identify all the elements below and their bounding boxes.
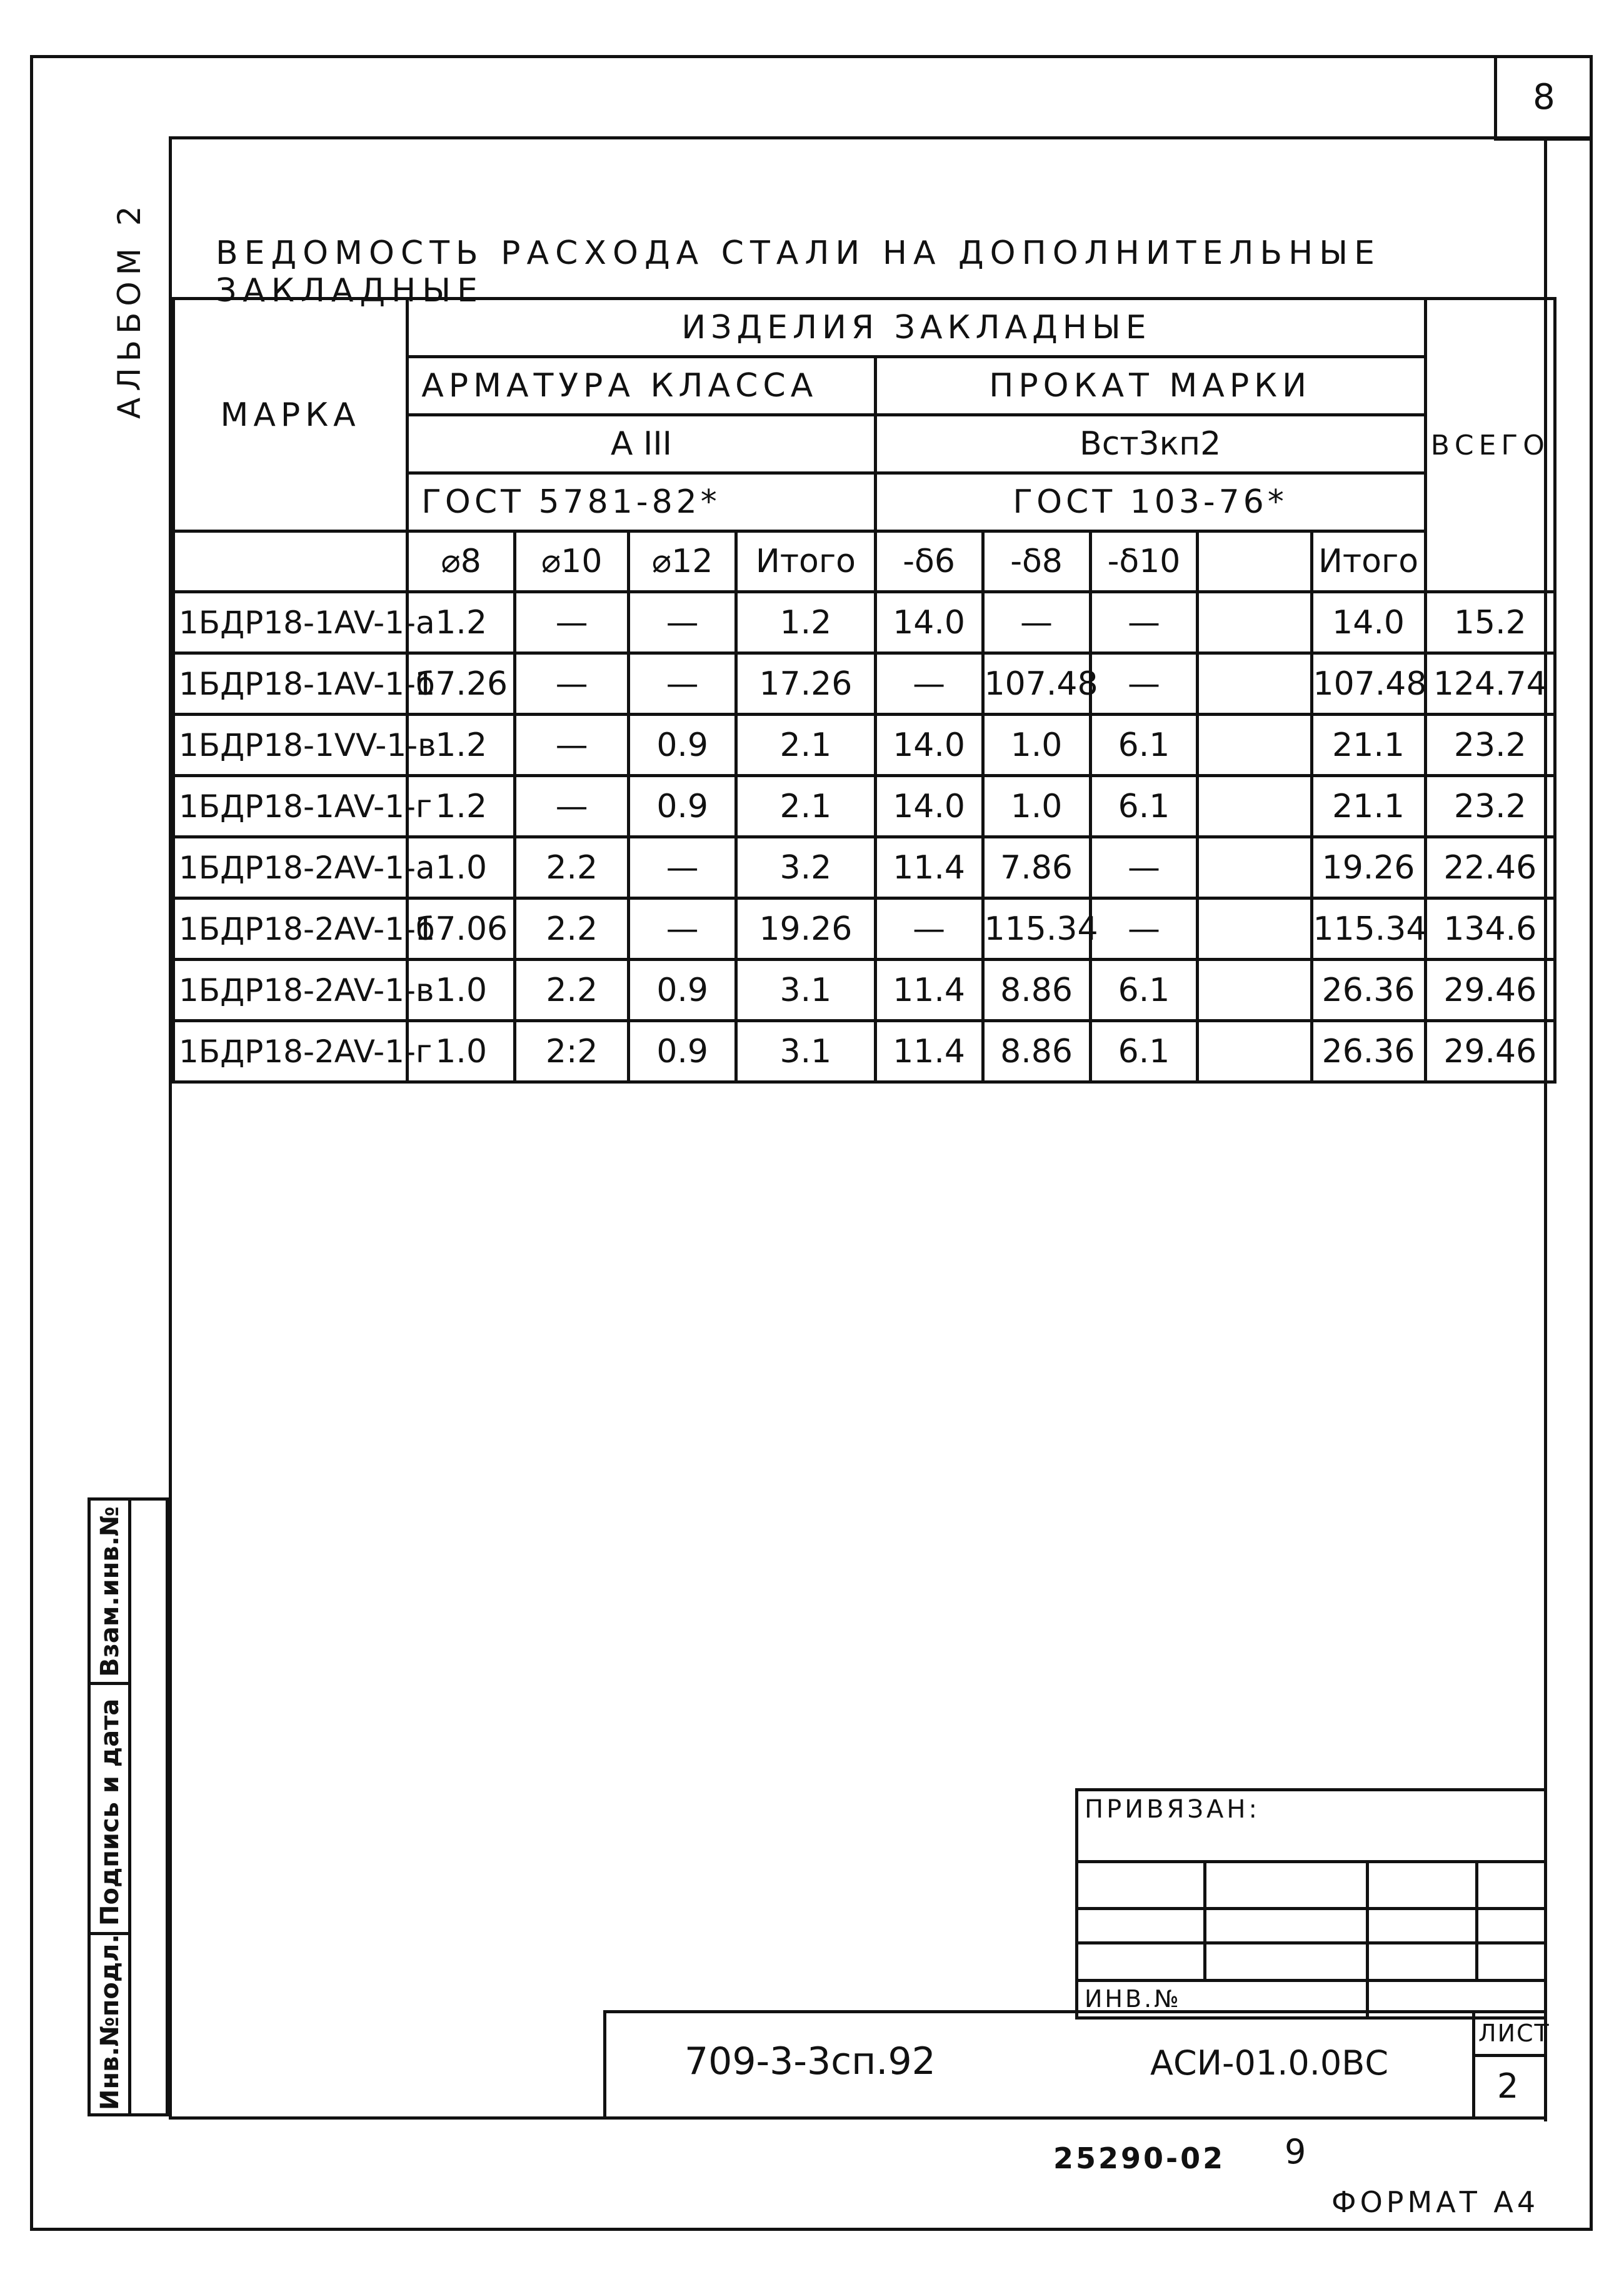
table-cell: 2:2 [515,1021,629,1082]
table-cell: — [515,715,629,776]
table-cell: — [875,653,983,715]
row-mark: 1БДР18-1AV-1-б [174,653,408,715]
table-cell: 2.2 [515,837,629,898]
table-cell: 1.0 [983,715,1090,776]
table-cell: 23.2 [1425,776,1555,837]
row-mark: 1БДР18-2AV-1-а [174,837,408,898]
column-header [1198,531,1311,592]
table-cell: 26.36 [1311,960,1425,1021]
stamp-vline-3 [1475,1860,1478,1979]
privyazan-label: ПРИВЯЗАН: [1085,1795,1260,1824]
column-header: Итого [736,531,876,592]
table-cell: 115.34 [983,898,1090,960]
row-mark: 1БДР18-2AV-1-в [174,960,408,1021]
header-mark-cont [174,531,408,592]
table-row [174,1021,1555,1082]
table-row [174,776,1555,837]
table-cell [1198,960,1311,1021]
table-cell: — [629,837,736,898]
header-rebar-gost: ГОСТ 5781-82* [408,473,875,531]
order-number: 25290-02 [1053,2141,1226,2175]
column-header: ⌀8 [408,531,515,592]
table-cell: — [515,592,629,653]
table-cell [1198,837,1311,898]
list-number: 2 [1497,2066,1519,2106]
table-cell: 14.0 [1311,592,1425,653]
row-mark: 1БДР18-2AV-1-б [174,898,408,960]
table-cell: 0.9 [629,1021,736,1082]
table-cell: 1.0 [408,837,515,898]
table-cell: 107.48 [983,653,1090,715]
header-rolled-grade: Вст3кп2 [875,415,1425,473]
table-cell: 0.9 [629,715,736,776]
column-header: ⌀12 [629,531,736,592]
table-cell: 17.26 [408,653,515,715]
stamp-vline-2 [1366,1860,1369,2020]
table-cell [1198,715,1311,776]
table-cell: 8.86 [983,960,1090,1021]
table-cell [1198,1021,1311,1082]
table-cell: 14.0 [875,592,983,653]
table-cell: — [983,592,1090,653]
column-header: Итого [1311,531,1425,592]
table-cell: 21.1 [1311,715,1425,776]
table-cell: 1.0 [408,1021,515,1082]
album-label: АЛЬБОМ 2 [111,199,148,419]
table-cell: 6.1 [1090,1021,1198,1082]
table-cell: 1.2 [408,715,515,776]
table-cell: 1.0 [983,776,1090,837]
side-podpis: Подпись и дата [96,1698,124,1926]
table-cell: 17.06 [408,898,515,960]
table-cell: — [1090,837,1198,898]
column-header: -δ10 [1090,531,1198,592]
side-vzam: Взам.инв.№ [96,1506,124,1677]
table-cell: 115.34 [1311,898,1425,960]
table-cell: 11.4 [875,837,983,898]
row-mark: 1БДР18-1AV-1-г [174,776,408,837]
table-cell: 11.4 [875,1021,983,1082]
stamp-vline-1 [1203,1860,1206,1979]
table-cell: 6.1 [1090,960,1198,1021]
table-cell: 7.86 [983,837,1090,898]
table-cell: — [629,592,736,653]
table-cell: 6.1 [1090,715,1198,776]
table-cell: 0.9 [629,776,736,837]
table-cell: 0.9 [629,960,736,1021]
table-cell: 1.2 [408,592,515,653]
table-cell: 107.48 [1311,653,1425,715]
table-cell: 2.2 [515,960,629,1021]
table-cell: 3.2 [736,837,876,898]
title-block [603,2010,1550,2120]
list-label: ЛИСТ [1478,2020,1550,2047]
steel-table [172,297,1556,1084]
side-sep-1 [91,1682,128,1685]
table-cell: — [1090,653,1198,715]
table-cell: — [875,898,983,960]
format-label: ФОРМАТ А4 [1331,2185,1540,2219]
table-cell: — [515,653,629,715]
table-cell: — [1090,592,1198,653]
table-cell: 21.1 [1311,776,1425,837]
table-cell: 19.26 [1311,837,1425,898]
table-row [174,837,1555,898]
table-cell: 11.4 [875,960,983,1021]
table-cell: 1.2 [408,776,515,837]
table-row [174,653,1555,715]
doc-code: 709-3-3сп.92 [684,2040,936,2083]
table-cell [1198,653,1311,715]
table-cell: 29.46 [1425,1021,1555,1082]
table-cell: 14.0 [875,776,983,837]
table-cell: 8.86 [983,1021,1090,1082]
header-total: ВСЕГО [1425,299,1555,592]
column-header: ⌀10 [515,531,629,592]
table-cell: 2.1 [736,776,876,837]
column-header: -δ8 [983,531,1090,592]
row-mark: 1БДР18-2AV-1-г [174,1021,408,1082]
table-cell: 15.2 [1425,592,1555,653]
table-cell: 6.1 [1090,776,1198,837]
side-inv-podl: Инв.№подл. [96,1934,124,2110]
side-approval-box [88,1497,169,2116]
table-cell: 23.2 [1425,715,1555,776]
table-cell [1198,592,1311,653]
list-hline [1472,2054,1547,2057]
table-cell: 134.6 [1425,898,1555,960]
sheet-number: 8 [1494,56,1591,141]
table-cell: 14.0 [875,715,983,776]
page-title: ВЕДОМОСТЬ РАСХОДА СТАЛИ НА ДОПОЛНИТЕЛЬНЫЕ ЗАКЛАДНЫЕ [216,234,1381,309]
column-header: -δ6 [875,531,983,592]
top-frame-line [169,136,1591,139]
header-mark: МАРКА [174,299,408,531]
table-cell: 19.26 [736,898,876,960]
table-cell: 22.46 [1425,837,1555,898]
page-number: 9 [1285,2132,1306,2171]
inv-no-label: ИНВ.№ [1085,1985,1181,2013]
table-cell: 124.74 [1425,653,1555,715]
table-cell: 2.1 [736,715,876,776]
header-rolled: ПРОКАТ МАРКИ [875,357,1425,415]
table-cell: 29.46 [1425,960,1555,1021]
row-mark: 1БДР18-1VV-1-в [174,715,408,776]
table-cell: 17.26 [736,653,876,715]
table-row [174,960,1555,1021]
drawing-code: АСИ-01.0.0ВС [1150,2043,1389,2083]
table-cell: 1.2 [736,592,876,653]
table-cell [1198,898,1311,960]
table-cell: — [629,653,736,715]
table-cell: 3.1 [736,960,876,1021]
header-group: ИЗДЕЛИЯ ЗАКЛАДНЫЕ [408,299,1425,357]
stamp-box [1075,1788,1547,2020]
table-cell: — [515,776,629,837]
table-row [174,898,1555,960]
table-cell: — [629,898,736,960]
header-rebar: АРМАТУРА КЛАССА [408,357,875,415]
table-cell: 1.0 [408,960,515,1021]
header-rebar-class: А III [408,415,875,473]
table-cell: 26.36 [1311,1021,1425,1082]
table-row [174,715,1555,776]
table-cell: 2.2 [515,898,629,960]
row-mark: 1БДР18-1AV-1-а [174,592,408,653]
stamp-line-4 [1078,1979,1547,1982]
side-divider [128,1501,131,2113]
table-row [174,592,1555,653]
list-divider [1472,2013,1475,2120]
header-rolled-gost: ГОСТ 103-76* [875,473,1425,531]
table-cell: — [1090,898,1198,960]
table-cell: 3.1 [736,1021,876,1082]
table-cell [1198,776,1311,837]
